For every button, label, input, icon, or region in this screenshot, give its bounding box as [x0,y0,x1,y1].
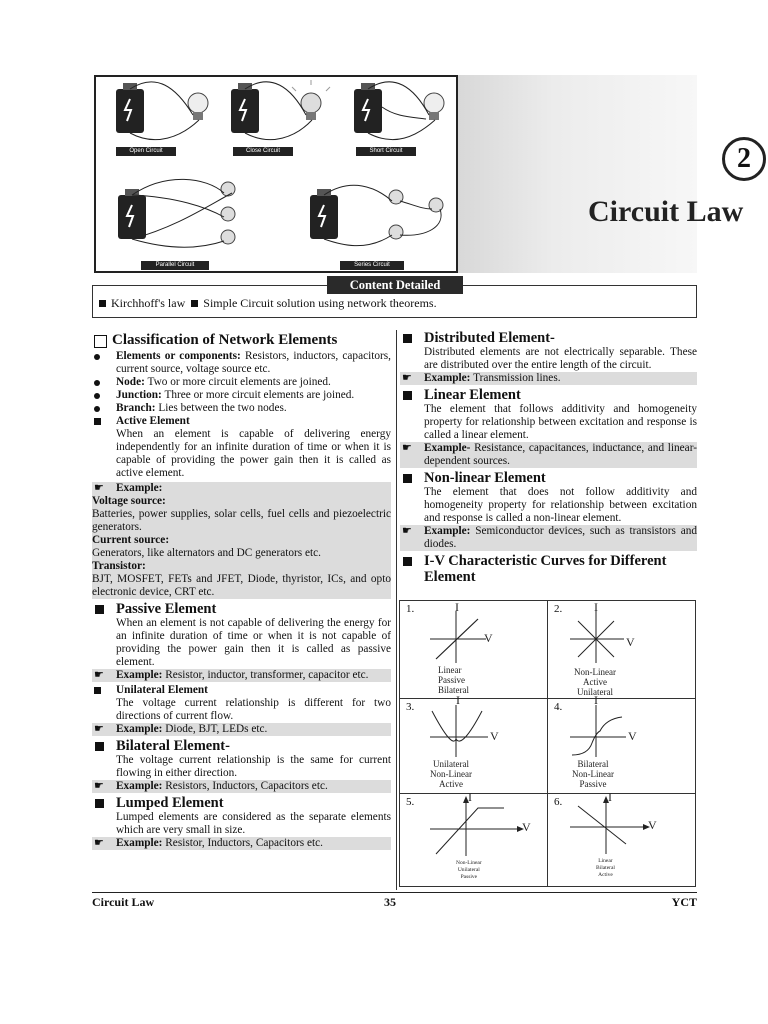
close-circuit-figure [231,80,330,140]
example-label: ☛ Example: [94,482,163,494]
transistor-text: BJT, MOSFET, FETs and JFET, Diode, thyristor, ICs, and opto electronic device, CRT etc. [92,573,391,598]
example-line: ☛ Example- Resistance, capacitances, inductance, and linear-dependent sources. [402,442,697,467]
circuits-diagram [96,77,456,271]
iv-cell-3: 3. I V Unilateral Non-Linear Active [400,699,548,794]
parallel-circuit-figure [118,179,235,247]
square-bullet-icon [191,300,198,307]
example-line: ☛ Example: Transmission lines. [400,372,697,385]
section-heading: Linear Element [424,387,521,403]
pointing-hand-icon: ☛ [94,669,104,681]
paragraph: When an element is not capable of delivering the energy for an infinite duration of time or when it is not capable of providing the power gain then it is called as passive element. [116,617,391,668]
section-heading: Bilateral Element- [116,738,230,754]
close-circuit-label: Close Circuit [233,147,293,156]
pointing-hand-icon: ☛ [94,723,104,735]
content-detailed-badge: Content Detailed [327,276,463,294]
iv-curve-negative-resistance [548,794,696,886]
pointing-hand-icon: ☛ [94,482,104,494]
list-item: Junction: Three or more circuit elements are joined. [116,389,355,401]
iv-curves-grid [399,600,696,887]
iv-caption: Unilateral Non-Linear Active [430,759,472,789]
section-heading: I-V Characteristic Curves for Different Element [424,553,667,585]
paragraph: The voltage current relationship is the same for current flowing in either direction. [116,754,391,779]
square-bullet-icon [99,300,106,307]
pointing-hand-icon: ☛ [402,442,412,454]
iv-curve-linear [400,601,548,699]
iv-cell-5: 5. I V Non-Linear Unilateral Passive [400,794,548,886]
iv-cell-4: 4. I V Bilateral Non-Linear Passive [548,699,696,794]
section-heading: Non-linear Element [424,470,546,486]
left-column [92,330,391,850]
list-item: Elements or components: Resistors, inductors, capacitors, current source, voltage source etc. [116,350,392,375]
subheading: Active Element [116,415,190,427]
axis-label-i: I [455,600,459,614]
chapter-title: Circuit Law [588,195,744,228]
content-detailed-box [92,278,697,318]
open-circuit-label: Open Circuit [116,147,176,156]
example-block [92,482,391,599]
open-circuit-figure [116,82,208,140]
paragraph: The voltage current relationship is different for two directions of current flow. [116,697,391,722]
page-number: 35 [384,895,396,909]
subheading: Unilateral Element [116,684,208,696]
iv-cell-6: 6. I V Linear Bilateral Active [548,794,696,886]
content-detailed-items [99,296,437,311]
paragraph: When an element is capable of delivering energy independently for an infinite duration of time or when it is capable of providing the power gain then it is called as active element. [116,428,391,479]
paragraph: The element that does not follow additivity and homogeneity property for relationship between excitation and response is called a non-linear element. [424,486,697,524]
section-heading: Classification of Network Elements [112,332,338,348]
pointing-hand-icon: ☛ [402,525,412,537]
paragraph: Distributed elements are not electrically separable. These are distributed over the entire length of the circuit. [424,346,697,371]
paragraph: The element that follows additivity and homogeneity property for relationship between excitation and response is called a linear element. [424,403,697,441]
iv-caption: Linear Bilateral Active [596,858,615,878]
footer-publisher: YCT [671,895,697,909]
current-source-label: Current source: [92,534,170,546]
column-divider [396,330,397,890]
iv-caption: Non-Linear Active Unilateral [574,667,616,697]
content-item-network: Simple Circuit solution using network theorems. [203,296,437,310]
current-source-text: Generators, like alternators and DC generators etc. [92,547,321,559]
transistor-label: Transistor: [92,560,146,572]
example-line: ☛ Example: Semiconductor devices, such as transistors and diodes. [402,525,697,550]
series-circuit-figure [310,185,443,245]
section-heading: Passive Element [116,601,217,617]
iv-curve-nonlinear-active [548,601,696,699]
iv-caption: Non-Linear Unilateral Passive [456,860,482,880]
list-item: Node: Two or more circuit elements are joined. [116,376,331,388]
chapter-number: 2 [722,137,766,181]
section-heading: Distributed Element- [424,330,555,346]
iv-cell-1: 1. I V Linear Passive Bilateral [400,601,548,699]
paragraph: Lumped elements are considered as the separate elements which are very small in size. [116,811,391,836]
example-line: ☛ Example: Resistor, inductor, transformer, capacitor etc. [92,669,391,682]
iv-caption: Linear Passive Bilateral [438,665,469,695]
footer-chapter: Circuit Law [92,895,155,909]
short-circuit-figure [354,82,444,140]
voltage-source-label: Voltage source: [92,495,166,507]
example-line: ☛ Example: Resistor, Inductors, Capacitors etc. [92,837,391,850]
chapter-header [94,75,751,273]
iv-curve-unilateral [400,699,548,794]
iv-curve-bilateral-nonlinear [548,699,696,794]
pointing-hand-icon: ☛ [94,837,104,849]
section-heading: Lumped Element [116,795,224,811]
circuit-illustration [94,75,458,273]
axis-label-v: V [484,631,493,645]
parallel-circuit-label: Parallel Circuit [141,261,209,270]
voltage-source-text: Batteries, power supplies, solar cells, fuel cells and piezoelectric generators. [92,508,391,533]
page-footer [92,892,697,909]
content-item-kirchhoff: Kirchhoff's law [111,296,186,310]
chapter-title-panel [458,75,751,273]
pointing-hand-icon: ☛ [402,372,412,384]
iv-cell-2: 2. I V Non-Linear Active Unilateral [548,601,696,699]
pointing-hand-icon: ☛ [94,780,104,792]
short-circuit-label: Short Circuit [356,147,416,156]
series-circuit-label: Series Circuit [340,261,404,270]
example-line: ☛ Example: Diode, BJT, LEDs etc. [92,723,391,736]
right-column [400,330,697,585]
list-item: Branch: Lies between the two nodes. [116,402,287,414]
example-line: ☛ Example: Resistors, Inductors, Capacitors etc. [92,780,391,793]
iv-caption: Bilateral Non-Linear Passive [572,759,614,789]
